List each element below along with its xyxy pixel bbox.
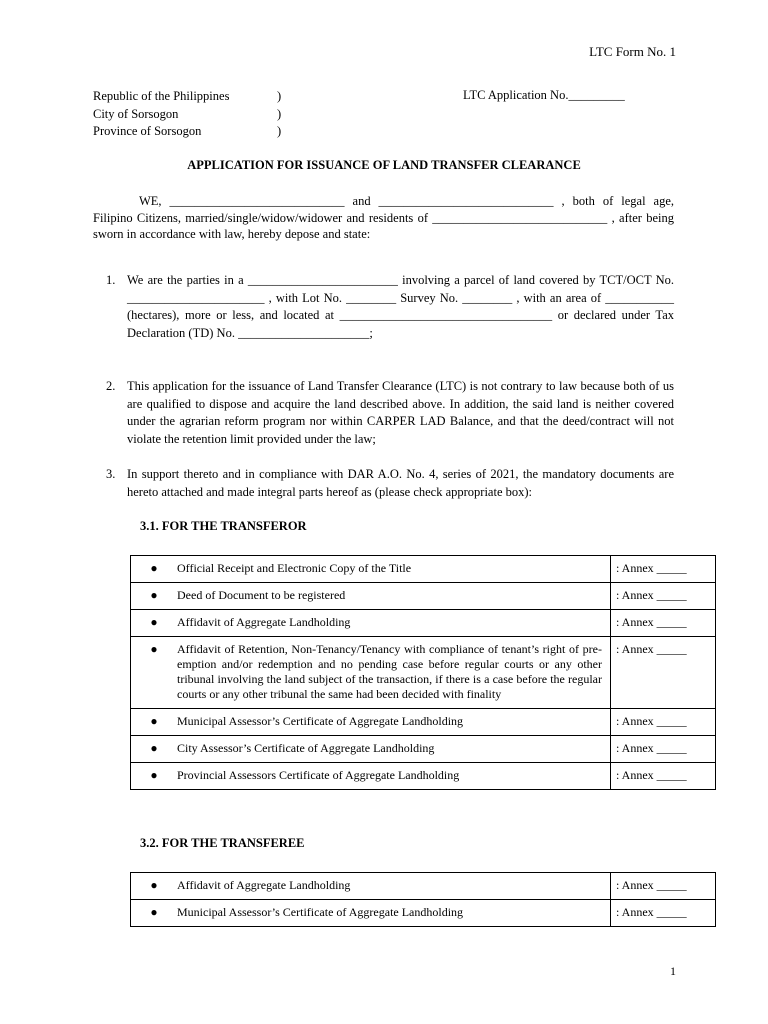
annex-field[interactable]: : Annex _____ (611, 610, 716, 637)
table-row (131, 637, 716, 709)
bullet-icon: ● (131, 736, 178, 763)
document-title: APPLICATION FOR ISSUANCE OF LAND TRANSFER CLEARANCE (187, 158, 581, 172)
bullet-icon: ● (131, 637, 178, 709)
annex-field[interactable]: : Annex _____ (611, 736, 716, 763)
table-row (131, 556, 716, 583)
intro-paragraph (93, 193, 674, 243)
annex-field[interactable]: : Annex _____ (611, 637, 716, 709)
annex-field[interactable]: : Annex _____ (611, 873, 716, 900)
bullet-icon: ● (131, 763, 178, 790)
document-name: Deed of Document to be registered (177, 583, 611, 610)
bullet-icon: ● (131, 610, 178, 637)
paragraph-number: 3. (106, 467, 116, 481)
annex-field[interactable]: : Annex _____ (611, 709, 716, 736)
annex-field[interactable]: : Annex _____ (611, 900, 716, 927)
document-name: Municipal Assessor’s Certificate of Aggregate Landholding (177, 709, 611, 736)
venue-block (93, 88, 229, 141)
document-name: City Assessor’s Certificate of Aggregate Landholding (177, 736, 611, 763)
section-transferee-heading: 3.2. FOR THE TRANSFEREE (140, 836, 305, 850)
form-number: LTC Form No. 1 (589, 44, 676, 59)
paragraph-text: This application for the issuance of Land Transfer Clearance (LTC) is not contrary to law because both of us are qualified to dispose and acquire the land described above. In addition, the said land is neither covered under the agrarian reform program nor within CARPER LAD Balance, and that the deed/contract will not violate the retention limit provided under the law; (127, 379, 674, 446)
table-row (131, 763, 716, 790)
table-row (131, 900, 716, 927)
venue-parentheses (277, 88, 281, 141)
venue-line-country: Republic of the Philippines (93, 89, 230, 103)
paragraph-text: We are the parties in a ________________________ involving a parcel of land covered by TCT/OCT No. ______________________ , with Lot No. ________ Survey No. ________ , with an area of ___________ (hectares), more or less, and located at __________________________________ or declared under Tax Declaration (TD) No. _____________________; (127, 273, 674, 340)
document-name: Official Receipt and Electronic Copy of the Title (177, 556, 611, 583)
document-name: Provincial Assessors Certificate of Aggregate Landholding (177, 763, 611, 790)
paragraph-number: 1. (106, 273, 116, 287)
paren: ) (277, 89, 282, 103)
bullet-icon: ● (131, 900, 178, 927)
document-name: Affidavit of Retention, Non-Tenancy/Tenancy with compliance of tenant’s right of pre-emption and/or redemption and no pending case before regular courts or any other tribunal involving the land subject of the transaction, if there is a case before the regular courts or any other tribunal the same had been decided with finality (177, 637, 611, 709)
paren: ) (277, 124, 282, 138)
table-row (131, 583, 716, 610)
venue-line-city: City of Sorsogon (93, 106, 179, 121)
document-name: Municipal Assessor’s Certificate of Aggregate Landholding (177, 900, 611, 927)
ltc-application-number: LTC Application No._________ (463, 88, 625, 102)
bullet-icon: ● (131, 873, 178, 900)
annex-field[interactable]: : Annex _____ (611, 556, 716, 583)
document-name: Affidavit of Aggregate Landholding (177, 873, 611, 900)
transferee-annex-table (130, 872, 716, 927)
paragraph-3 (93, 466, 674, 501)
table-row (131, 736, 716, 763)
intro-text: WE, ____________________________ and ____________________________ , both of legal age, Filipino Citizens, married/single/widow/widower and residents of ____________________________ , after being sworn in accordance with law, hereby depose and state: (93, 194, 674, 242)
document-name: Affidavit of Aggregate Landholding (177, 610, 611, 637)
paren: ) (277, 106, 282, 121)
paragraph-2 (93, 378, 674, 448)
annex-field[interactable]: : Annex _____ (611, 763, 716, 790)
page-number: 1 (670, 964, 676, 978)
venue-line-province: Province of Sorsogon (93, 124, 202, 138)
table-row (131, 873, 716, 900)
table-row (131, 709, 716, 736)
bullet-icon: ● (131, 556, 178, 583)
paragraph-text: In support thereto and in compliance with DAR A.O. No. 4, series of 2021, the mandatory documents are hereto attached and made integral parts hereof as (please check appropriate box): (127, 467, 674, 499)
bullet-icon: ● (131, 583, 178, 610)
bullet-icon: ● (131, 709, 178, 736)
table-row (131, 610, 716, 637)
paragraph-number: 2. (106, 379, 116, 393)
transferor-annex-table (130, 555, 716, 790)
paragraph-1 (93, 272, 674, 342)
annex-field[interactable]: : Annex _____ (611, 583, 716, 610)
section-transferor-heading: 3.1. FOR THE TRANSFEROR (140, 519, 307, 533)
